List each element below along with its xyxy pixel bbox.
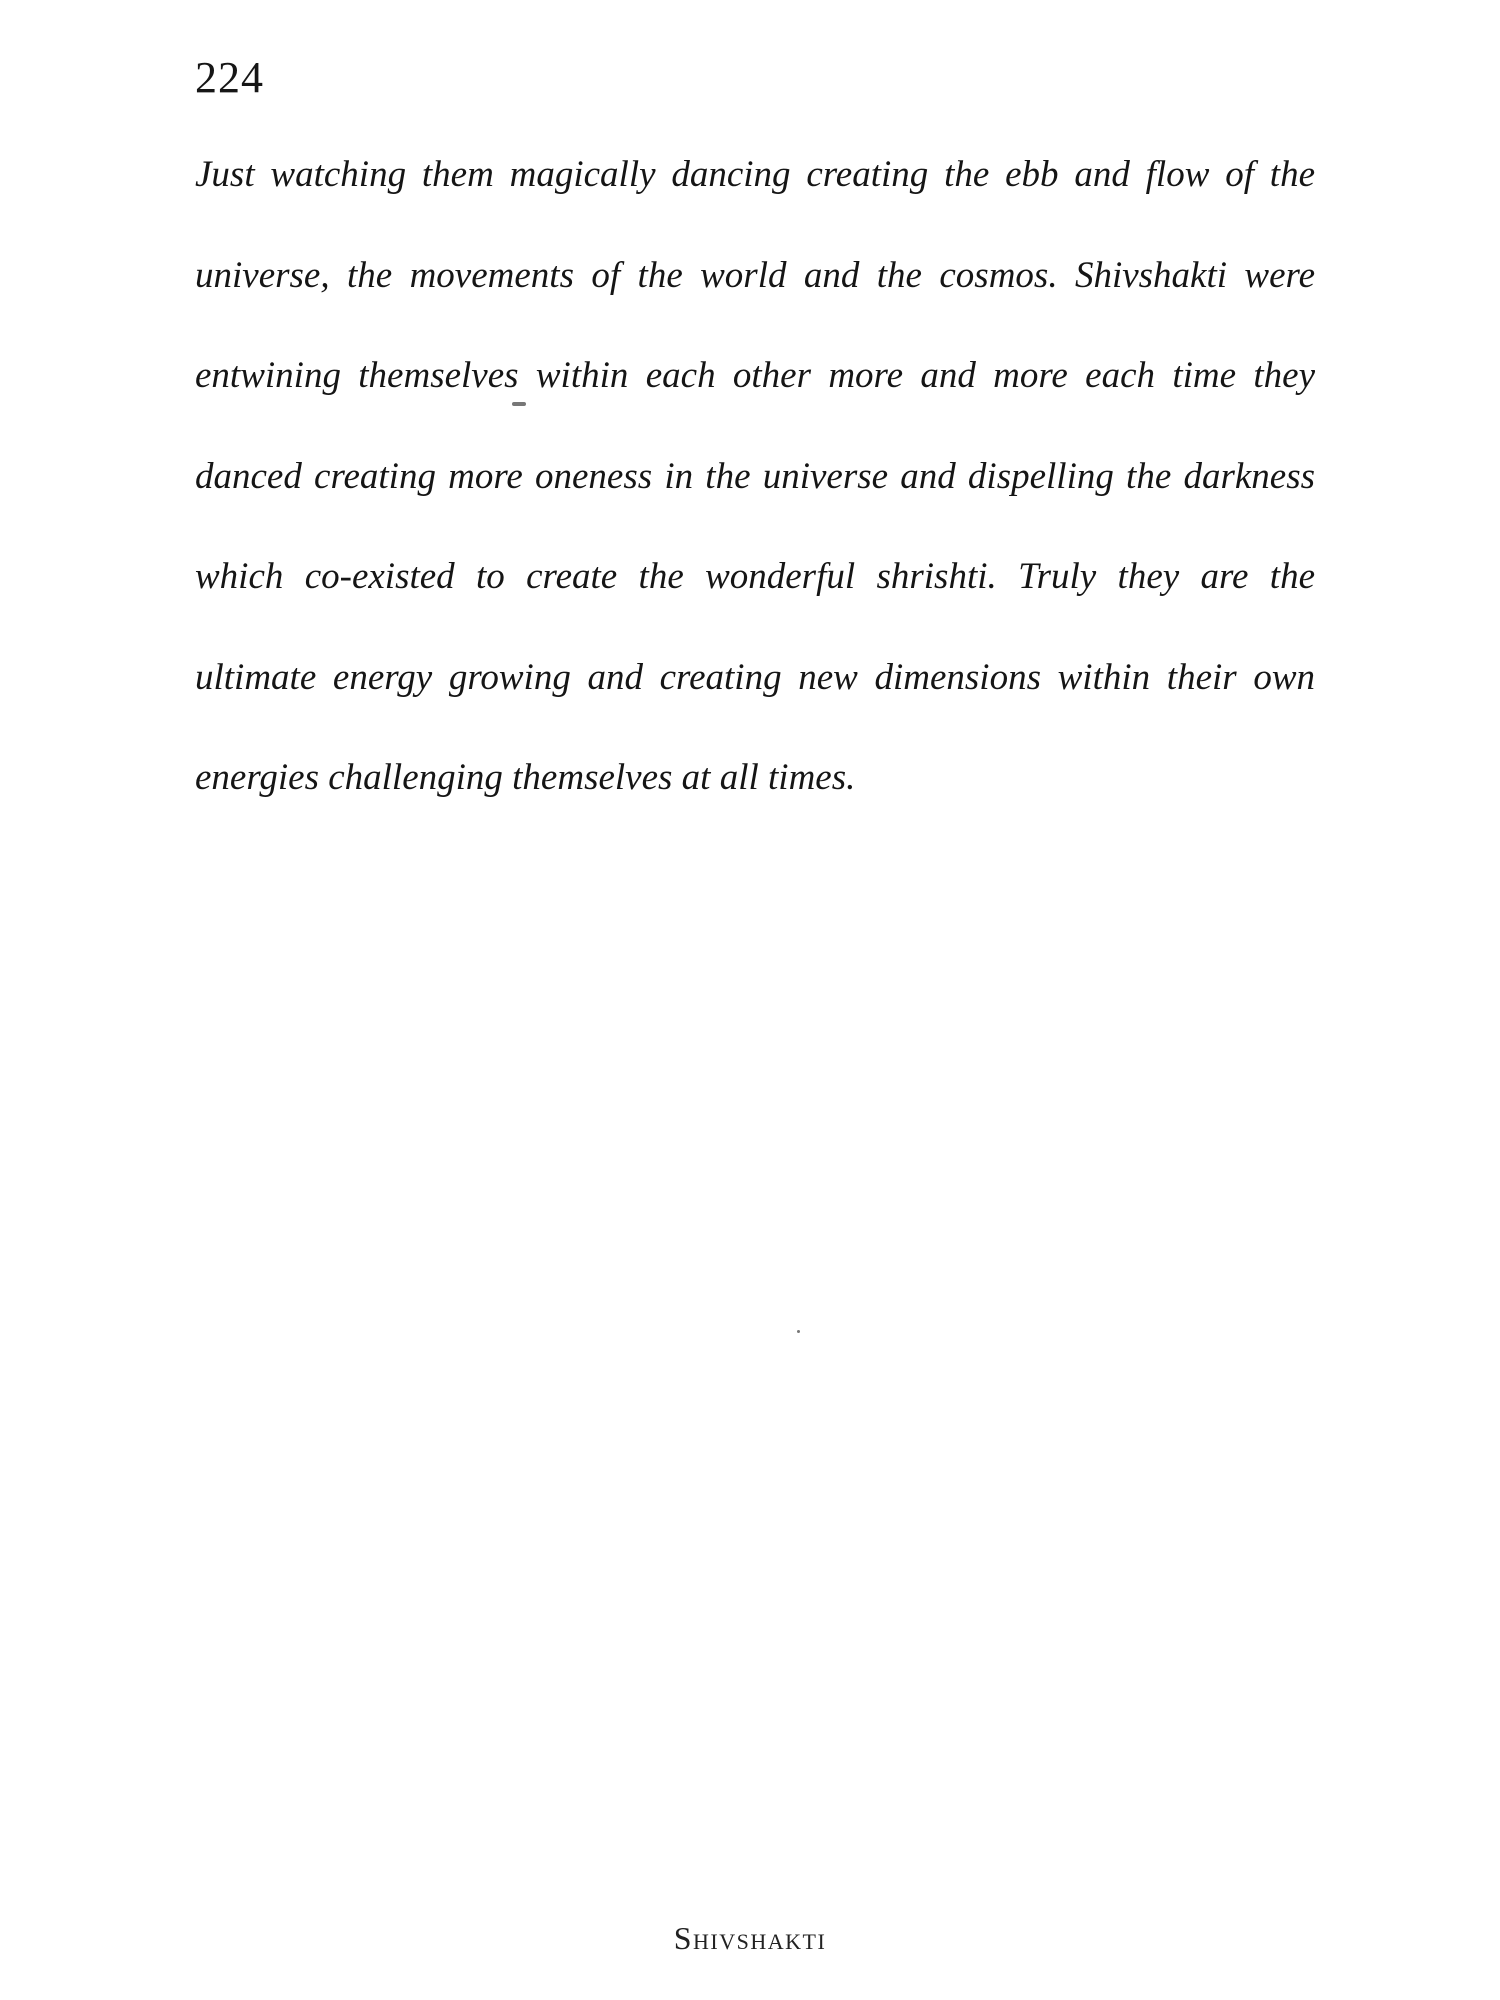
body-paragraph (195, 125, 1315, 829)
paragraph-line: universe, the movements of the world and the cosmos. Shivshakti were (195, 254, 1315, 296)
paragraph-line: danced creating more oneness in the universe and dispelling the darkness (195, 455, 1315, 497)
scan-speck (797, 1330, 800, 1333)
paragraph-line: energies challenging themselves at all times. (195, 757, 856, 798)
scan-speck (512, 402, 526, 406)
page-number: 224 (195, 53, 264, 102)
paragraph-line: Just watching them magically dancing creating the ebb and flow of the (195, 154, 1315, 195)
paragraph-line: ultimate energy growing and creating new dimensions within their own (195, 656, 1315, 698)
paragraph-line: which co-existed to create the wonderful shrishti. Truly they are the (195, 556, 1315, 597)
paragraph-line: entwining themselves within each other more and more each time they (195, 355, 1315, 396)
running-footer: Shivshakti (673, 1920, 827, 1956)
